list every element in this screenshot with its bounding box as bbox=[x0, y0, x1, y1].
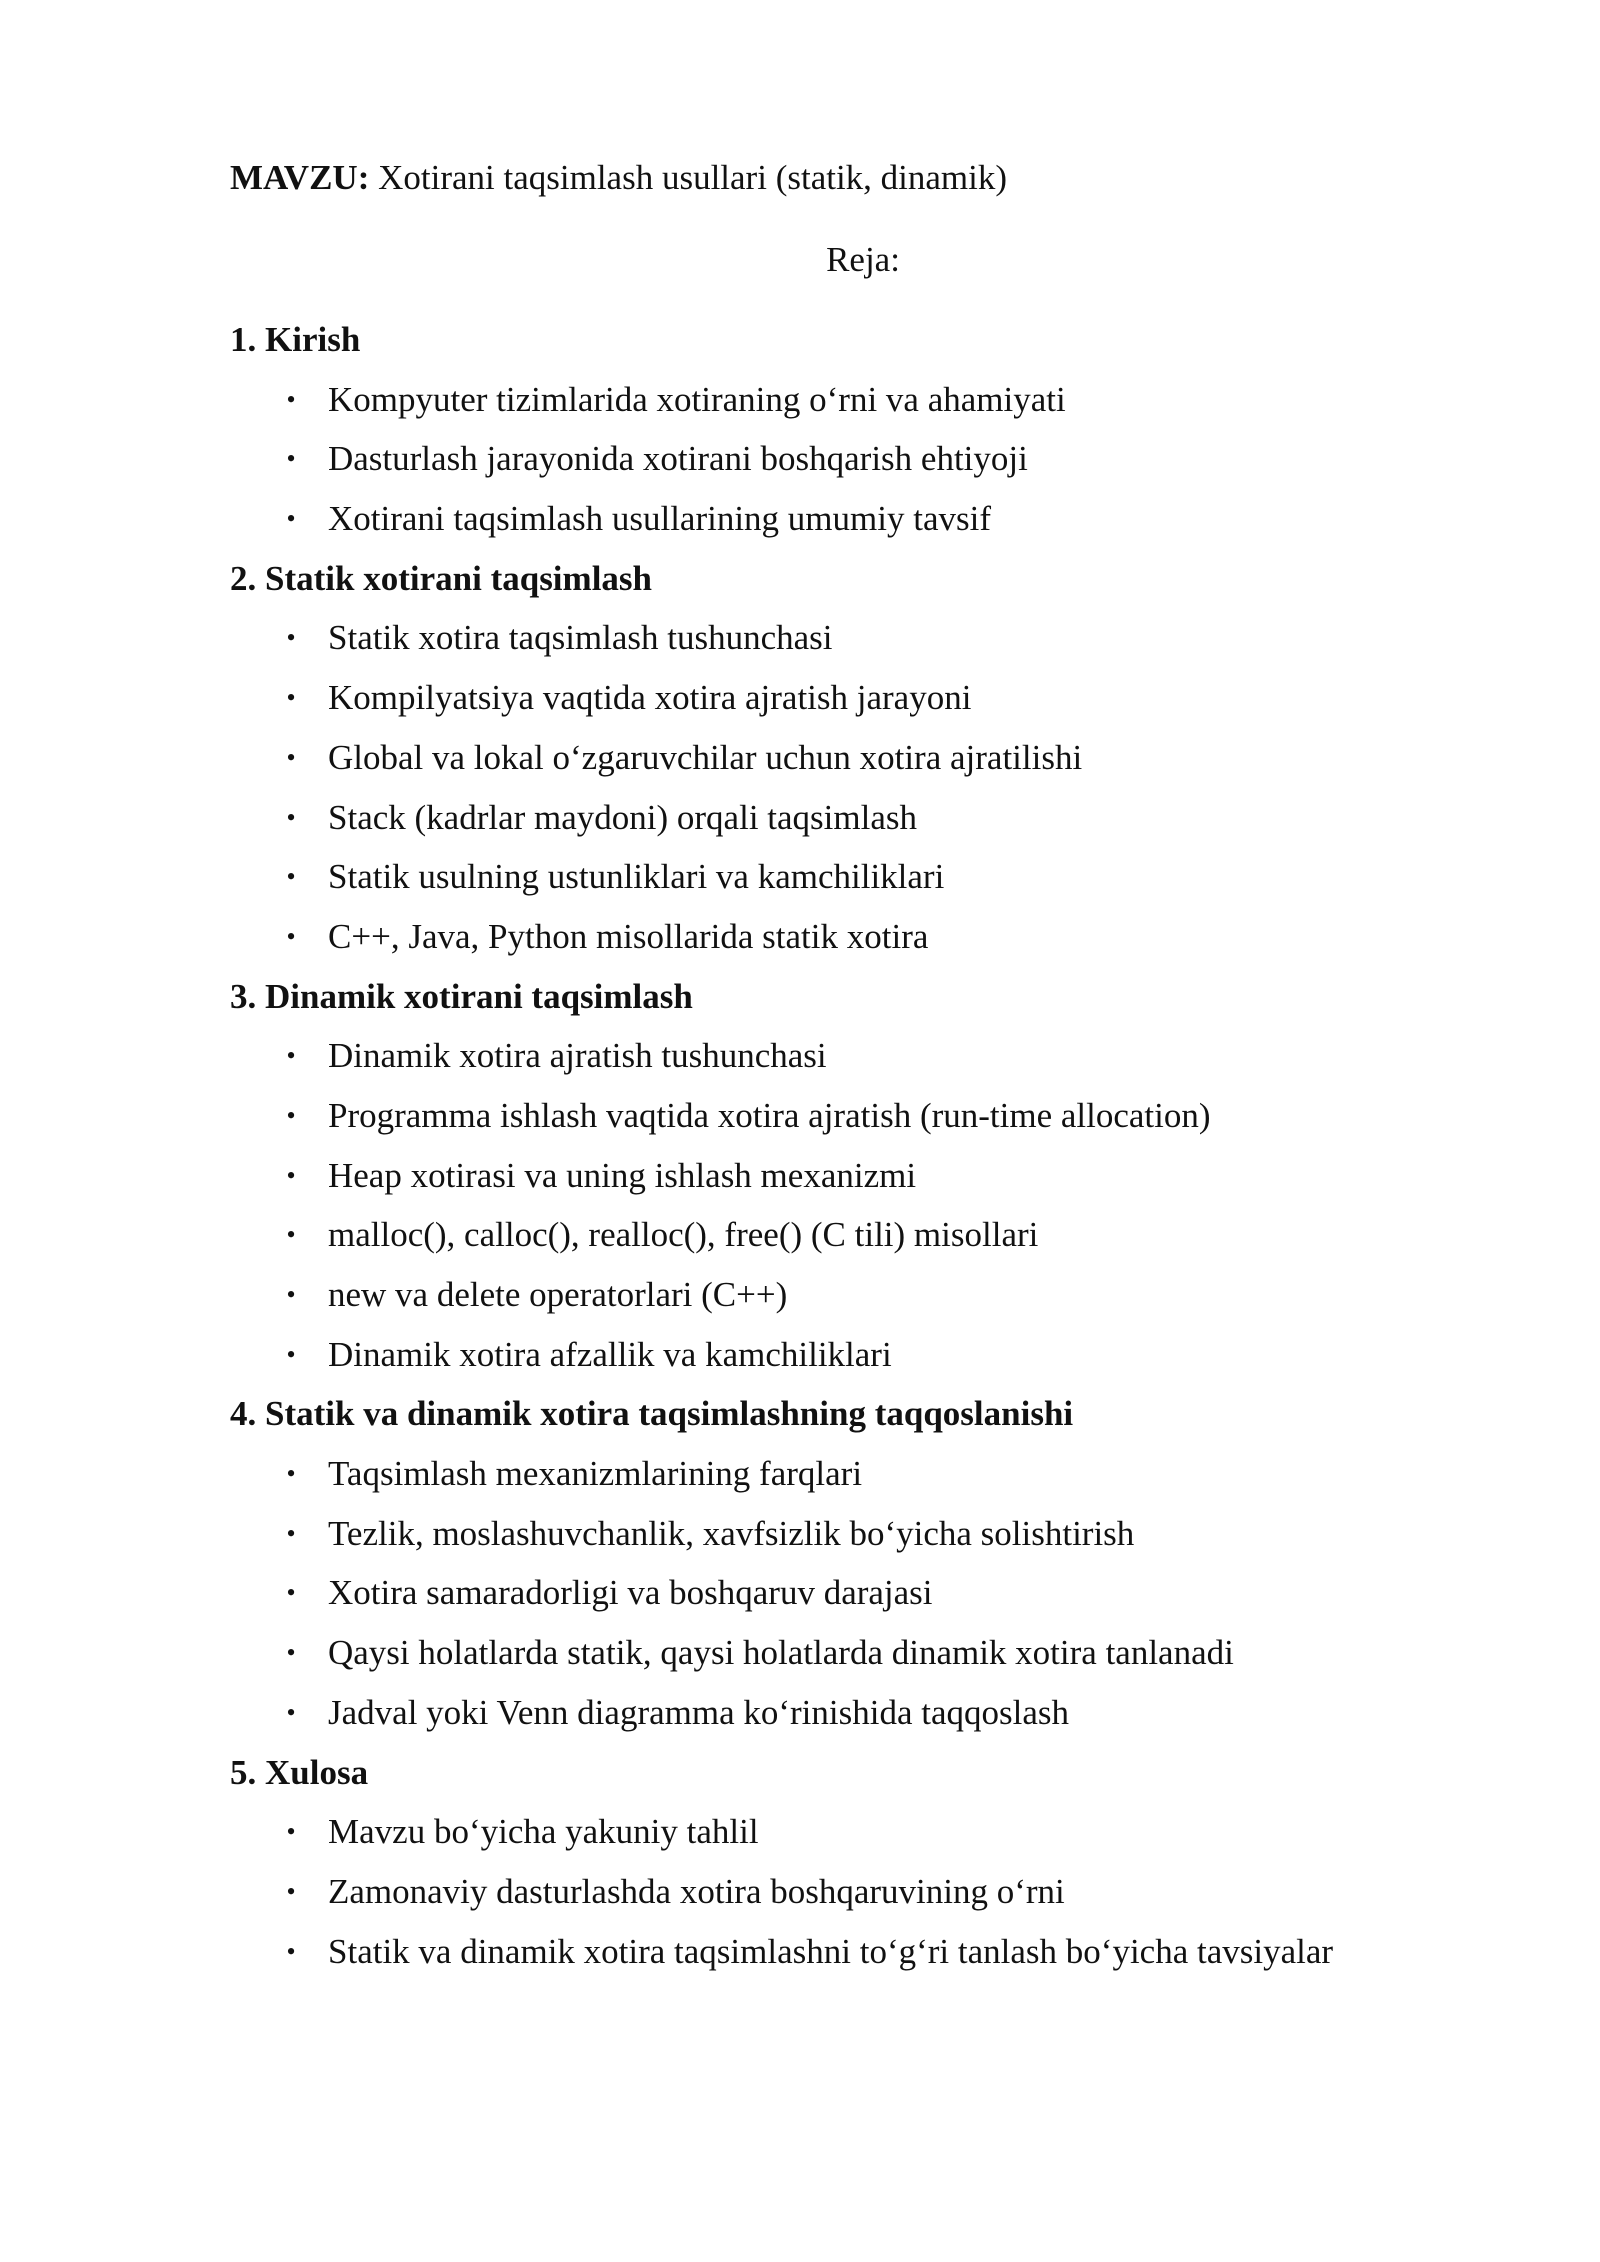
bullet-list bbox=[230, 370, 1530, 549]
section-1 bbox=[230, 310, 1530, 549]
section-4 bbox=[230, 1384, 1530, 1742]
title-label: MAVZU: bbox=[230, 158, 370, 197]
bullet-icon: • bbox=[286, 683, 296, 713]
list-item bbox=[230, 489, 1530, 549]
section-heading: 5. Xulosa bbox=[230, 1752, 369, 1792]
list-item bbox=[230, 1922, 1530, 1982]
bullet-icon: • bbox=[286, 504, 296, 534]
list-item bbox=[230, 1444, 1530, 1504]
list-item bbox=[230, 1862, 1530, 1922]
item-text: Stack (kadrlar maydoni) orqali taqsimlash bbox=[328, 797, 918, 837]
item-text: Statik usulning ustunliklari va kamchiliklari bbox=[328, 857, 945, 897]
section-3 bbox=[230, 967, 1530, 1385]
item-text: Dinamik xotira ajratish tushunchasi bbox=[328, 1036, 827, 1076]
list-item bbox=[230, 1205, 1530, 1265]
list-item bbox=[230, 1026, 1530, 1086]
bullet-icon: • bbox=[286, 1518, 296, 1548]
list-item bbox=[230, 728, 1530, 788]
bullet-icon: • bbox=[286, 1220, 296, 1250]
bullet-icon: • bbox=[286, 1339, 296, 1369]
item-text: Programma ishlash vaqtida xotira ajratish (run-time allocation) bbox=[328, 1095, 1211, 1135]
list-item bbox=[230, 1265, 1530, 1325]
plan-heading bbox=[0, 230, 1600, 290]
item-text: Xotirani taqsimlash usullarining umumiy tavsif bbox=[328, 499, 991, 539]
item-text: Dasturlash jarayonida xotirani boshqarish ehtiyoji bbox=[328, 439, 1028, 479]
bullet-list bbox=[230, 1026, 1530, 1384]
section-heading: 1. Kirish bbox=[230, 320, 361, 359]
bullet-icon: • bbox=[286, 1697, 296, 1727]
bullet-list bbox=[230, 1444, 1530, 1742]
plan-heading-text: Reja: bbox=[826, 240, 900, 279]
bullet-icon: • bbox=[286, 1936, 296, 1966]
outline bbox=[230, 310, 1530, 1981]
list-item bbox=[230, 1325, 1530, 1385]
bullet-list bbox=[230, 1802, 1530, 1981]
bullet-icon: • bbox=[286, 862, 296, 892]
list-item bbox=[230, 429, 1530, 489]
item-text: Mavzu bo‘yicha yakuniy tahlil bbox=[328, 1812, 759, 1852]
list-item bbox=[230, 1623, 1530, 1683]
bullet-icon: • bbox=[286, 623, 296, 653]
bullet-icon: • bbox=[286, 921, 296, 951]
item-text: Statik xotira taqsimlash tushunchasi bbox=[328, 618, 833, 658]
bullet-icon: • bbox=[286, 1041, 296, 1071]
bullet-icon: • bbox=[286, 1459, 296, 1489]
document-title bbox=[230, 148, 1007, 208]
item-text: new va delete operatorlari (C++) bbox=[328, 1275, 788, 1314]
section-2 bbox=[230, 549, 1530, 967]
section-heading: 3. Dinamik xotirani taqsimlash bbox=[230, 976, 693, 1016]
bullet-icon: • bbox=[286, 802, 296, 832]
list-item bbox=[230, 847, 1530, 907]
bullet-icon: • bbox=[286, 1876, 296, 1906]
bullet-icon: • bbox=[286, 1160, 296, 1190]
list-item bbox=[230, 668, 1530, 728]
bullet-list bbox=[230, 608, 1530, 966]
bullet-icon: • bbox=[286, 1280, 296, 1309]
list-item bbox=[230, 608, 1530, 668]
bullet-icon: • bbox=[286, 444, 296, 474]
section-5 bbox=[230, 1743, 1530, 1982]
list-item bbox=[230, 907, 1530, 967]
list-item bbox=[230, 370, 1530, 430]
title-text: Xotirani taqsimlash usullari (statik, dinamik) bbox=[369, 158, 1008, 197]
item-text: Heap xotirasi va uning ishlash mexanizmi bbox=[328, 1155, 917, 1195]
bullet-icon: • bbox=[286, 1578, 296, 1608]
bullet-icon: • bbox=[286, 1817, 296, 1847]
bullet-icon: • bbox=[286, 1638, 296, 1668]
section-heading: 4. Statik va dinamik xotira taqsimlashning taqqoslanishi bbox=[230, 1394, 1074, 1434]
item-text: Tezlik, moslashuvchanlik, xavfsizlik bo‘yicha solishtirish bbox=[328, 1513, 1135, 1553]
bullet-icon: • bbox=[286, 1100, 296, 1130]
item-text: C++, Java, Python misollarida statik xotira bbox=[328, 916, 929, 956]
item-text: Dinamik xotira afzallik va kamchiliklari bbox=[328, 1334, 892, 1374]
list-item bbox=[230, 1563, 1530, 1623]
item-text: Qaysi holatlarda statik, qaysi holatlarda dinamik xotira tanlanadi bbox=[328, 1633, 1234, 1673]
bullet-icon: • bbox=[286, 384, 296, 414]
list-item bbox=[230, 1504, 1530, 1564]
section-heading: 2. Statik xotirani taqsimlash bbox=[230, 558, 652, 598]
item-text: malloc(), calloc(), realloc(), free() (C tili) misollari bbox=[328, 1215, 1039, 1255]
item-text: Jadval yoki Venn diagramma ko‘rinishida taqqoslash bbox=[328, 1692, 1070, 1732]
item-text: Xotira samaradorligi va boshqaruv darajasi bbox=[328, 1573, 933, 1613]
list-item bbox=[230, 1086, 1530, 1146]
item-text: Kompilyatsiya vaqtida xotira ajratish jarayoni bbox=[328, 678, 972, 718]
item-text: Zamonaviy dasturlashda xotira boshqaruvining o‘rni bbox=[328, 1871, 1065, 1911]
item-text: Statik va dinamik xotira taqsimlashni to‘g‘ri tanlash bo‘yicha tavsiyalar bbox=[328, 1931, 1334, 1971]
list-item bbox=[230, 788, 1530, 848]
bullet-icon: • bbox=[286, 742, 296, 772]
list-item bbox=[230, 1146, 1530, 1206]
item-text: Taqsimlash mexanizmlarining farqlari bbox=[328, 1454, 863, 1494]
list-item bbox=[230, 1683, 1530, 1743]
list-item bbox=[230, 1802, 1530, 1862]
item-text: Global va lokal o‘zgaruvchilar uchun xotira ajratilishi bbox=[328, 737, 1083, 777]
item-text: Kompyuter tizimlarida xotiraning o‘rni va ahamiyati bbox=[328, 379, 1066, 419]
